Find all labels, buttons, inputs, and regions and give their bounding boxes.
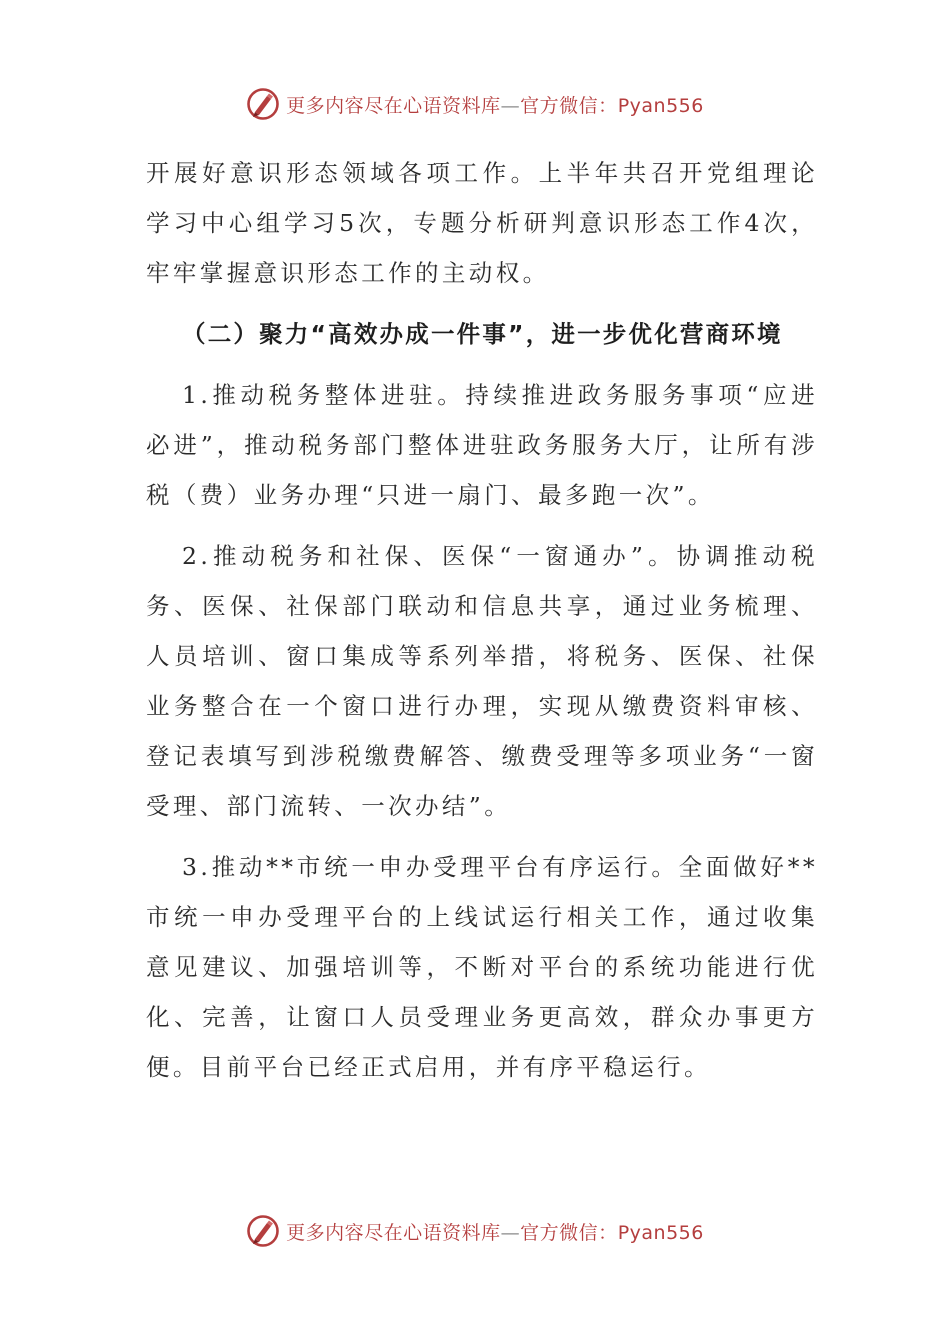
pen-logo-icon bbox=[246, 1214, 280, 1248]
pen-logo-icon bbox=[246, 87, 280, 121]
header-separator: — bbox=[500, 94, 521, 117]
item-1-paragraph: 1.推动税务整体进驻。持续推进政务服务事项“应进必进”，推动税务部门整体进驻政务服务大厅，让所有涉税（费）业务办理“只进一扇门、最多跑一次”。 bbox=[146, 381, 818, 509]
section-heading: （二）聚力“高效办成一件事”，进一步优化营商环境 bbox=[182, 320, 783, 348]
header-banner-text bbox=[286, 91, 704, 118]
page-footer bbox=[0, 1211, 950, 1251]
item-2-paragraph: 2.推动税务和社保、医保“一窗通办”。协调推动税务、医保、社保部门联动和信息共享，通过业务梳理、人员培训、窗口集成等系列举措，将税务、医保、社保业务整合在一个窗口进行办理，实现从缴费资料审核、登记表填写到涉税缴费解答、缴费受理等多项业务“一窗受理、部门流转、一次办结”。 bbox=[146, 542, 818, 820]
footer-wechat-label: 官方微信： bbox=[520, 1221, 618, 1244]
item-3-paragraph: 3.推动**市统一申办受理平台有序运行。全面做好**市统一申办受理平台的上线试运行相关工作，通过收集意见建议、加强培训等，不断对平台的系统功能进行优化、完善，让窗口人员受理业务更高效，群众办事更方便。目前平台已经正式启用，并有序平稳运行。 bbox=[146, 853, 818, 1081]
header-wechat-id: Pyan556 bbox=[617, 94, 704, 117]
footer-wechat-id: Pyan556 bbox=[617, 1221, 704, 1244]
header-brand: 更多内容尽在心语资料库 bbox=[286, 94, 501, 117]
header-wechat-label: 官方微信： bbox=[520, 94, 618, 117]
footer-separator: — bbox=[500, 1221, 521, 1244]
page-header bbox=[0, 84, 950, 124]
document-body bbox=[146, 148, 818, 1092]
footer-banner-text bbox=[286, 1218, 704, 1245]
footer-brand: 更多内容尽在心语资料库 bbox=[286, 1221, 501, 1244]
intro-paragraph: 开展好意识形态领域各项工作。上半年共召开党组理论学习中心组学习5次，专题分析研判意识形态工作4次，牢牢掌握意识形态工作的主动权。 bbox=[146, 159, 818, 287]
